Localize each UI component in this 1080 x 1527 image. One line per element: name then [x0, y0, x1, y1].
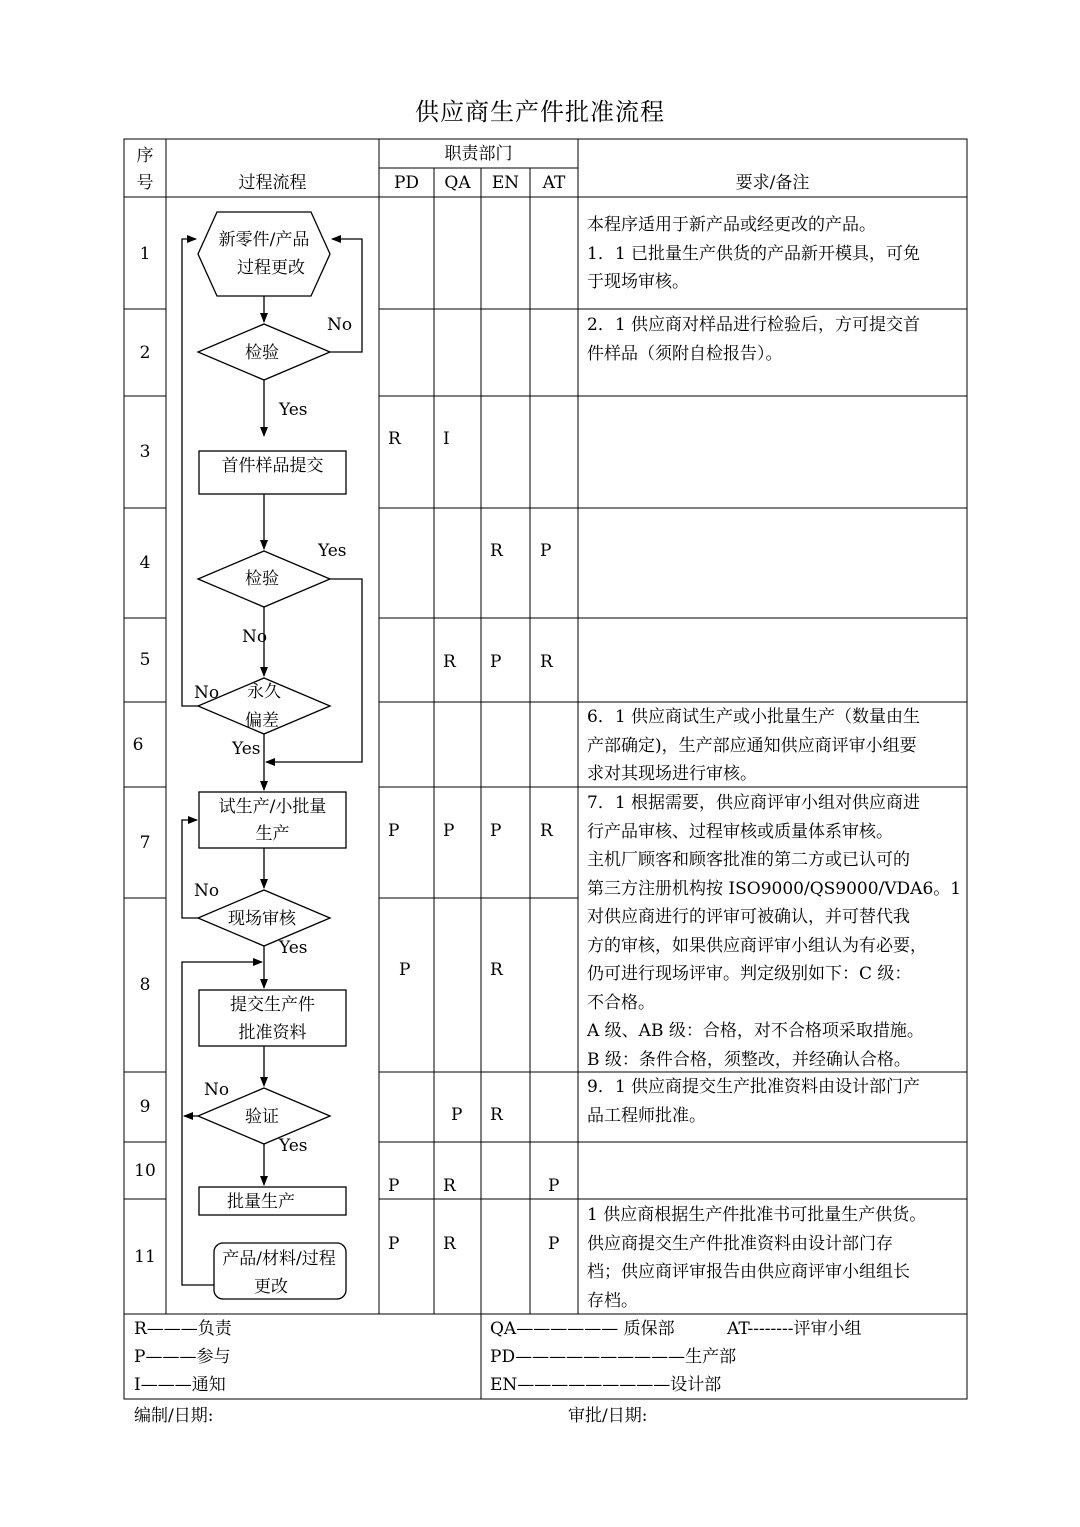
flow-trial-line1: 试生产/小批量 [218, 797, 327, 817]
flow-mass-production: 批量生产 [227, 1192, 295, 1212]
row-number-1: 1 [139, 244, 151, 264]
legend-qa: QA—————— 质保部 [490, 1319, 675, 1339]
resp-at-5: R [540, 652, 553, 672]
resp-pd-3: R [388, 429, 401, 449]
flow-new-part-line1: 新零件/产品 [218, 230, 310, 250]
header-at: AT [542, 173, 566, 193]
row-number-8: 8 [139, 975, 151, 995]
flow-inspection-1: 检验 [245, 343, 279, 363]
resp-pd-7: P [388, 821, 400, 841]
flow-trial-line2: 生产 [255, 824, 290, 844]
flow-change-line2: 更改 [254, 1277, 288, 1297]
resp-en-9: R [490, 1105, 503, 1125]
resp-at-7: R [540, 821, 553, 841]
footer-approved-date: 审批/日期: [568, 1406, 648, 1426]
flow-label-yes-4: Yes [279, 938, 308, 958]
legend-r: R———负责 [134, 1319, 232, 1339]
flow-deviation-line2: 偏差 [245, 711, 279, 731]
resp-en-7: P [490, 821, 502, 841]
resp-pd-11: P [388, 1234, 400, 1254]
row-number-6: 6 [132, 735, 144, 755]
flow-label-yes-3: Yes [232, 739, 261, 759]
flow-label-yes-1: Yes [279, 400, 308, 420]
legend-at: AT--------评审小组 [727, 1319, 862, 1339]
row-number-10: 10 [134, 1161, 156, 1181]
legend-p: P———参与 [134, 1347, 231, 1367]
row-number-11: 11 [134, 1247, 156, 1267]
legend-en: EN—————————设计部 [490, 1375, 722, 1395]
note-row-6: 6．1 供应商试生产或小批量生产（数量由生 产部确定)，生产部应通知供应商评审小组要 求对其现场进行审核。 [587, 707, 921, 784]
legend-pd: PD——————————生产部 [490, 1347, 737, 1367]
flow-change-line1: 产品/材料/过程 [222, 1249, 336, 1269]
flow-submit-line1: 提交生产件 [230, 995, 315, 1015]
header-process: 过程流程 [238, 173, 307, 193]
resp-qa-11: R [443, 1234, 456, 1254]
resp-at-11: P [548, 1234, 560, 1254]
header-en: EN [491, 173, 520, 193]
resp-en-8: R [490, 960, 503, 980]
flow-label-yes-2: Yes [318, 541, 347, 561]
resp-qa-7: P [443, 821, 455, 841]
resp-at-4: P [540, 541, 552, 561]
resp-at-10: P [548, 1176, 560, 1196]
resp-pd-8: P [399, 960, 411, 980]
resp-qa-9: P [451, 1105, 463, 1125]
legend-i: I———通知 [134, 1375, 226, 1395]
flow-verify: 验证 [245, 1107, 279, 1127]
note-row-1: 本程序适用于新产品或经更改的产品。 1．1 已批量生产供货的产品新开模具，可免 于现场审核。 [587, 215, 921, 292]
resp-en-5: P [490, 652, 502, 672]
header-pd: PD [393, 173, 420, 193]
row-number-2: 2 [139, 343, 151, 363]
row-number-9: 9 [139, 1097, 151, 1117]
resp-qa-5: R [443, 652, 456, 672]
flow-deviation-line1: 永久 [247, 682, 281, 702]
flow-label-no-2: No [242, 627, 268, 647]
flow-label-no-1: No [327, 315, 353, 335]
header-dept: 职责部门 [444, 144, 513, 164]
flow-site-audit: 现场审核 [228, 909, 296, 929]
row-number-7: 7 [139, 833, 151, 853]
header-notes: 要求/备注 [735, 173, 810, 193]
note-row-9: 9．1 供应商提交生产批准资料由设计部门产 品工程师批准。 [587, 1077, 921, 1126]
flow-inspection-2: 检验 [245, 569, 279, 589]
flow-label-no-5: No [204, 1080, 230, 1100]
row-number-4: 4 [139, 553, 151, 573]
row-number-3: 3 [139, 442, 151, 462]
header-seq-line1: 序 [136, 146, 154, 166]
flow-first-sample: 首件样品提交 [221, 456, 324, 476]
resp-pd-10: P [388, 1176, 400, 1196]
row-number-5: 5 [139, 650, 151, 670]
resp-qa-10: R [443, 1176, 456, 1196]
flow-label-yes-5: Yes [279, 1136, 308, 1156]
flow-submit-line2: 批准资料 [238, 1023, 307, 1043]
resp-en-4: R [490, 541, 503, 561]
flow-label-no-4: No [194, 881, 220, 901]
note-row-7-8: 7．1 根据需要，供应商评审小组对供应商进 行产品审核、过程审核或质量体系审核。 主机厂顾客和顾客批准的第二方或已认可的 第三方注册机构按 ISO9000/QS9000/VDA6。1 对供应商进行的评审可被确认，并可替代我 方的审核，如果供应商评审小组认为有必要， 仍可进行现场评审。判定级别如下：C 级： 不合格。 A 级、AB 级：合格，对不合格项采取措施。 B 级：条件合格，须整改，并经确认合格。 [587, 793, 962, 1070]
page-title: 供应商生产件批准流程 [415, 98, 665, 126]
note-row-2: 2．1 供应商对样品进行检验后，方可提交首 件样品（须附自检报告）。 [587, 315, 921, 364]
flow-label-no-3: No [194, 683, 220, 703]
note-row-11: 1 供应商根据生产件批准书可批量生产供货。 供应商提交生产件批准资料由设计部门存 档；供应商评审报告由供应商评审小组组长 存档。 [587, 1205, 927, 1311]
header-seq-line2: 号 [136, 173, 154, 193]
footer-compiled-date: 编制/日期: [134, 1406, 214, 1426]
flow-new-part-line2: 过程更改 [237, 258, 305, 278]
resp-qa-3: I [443, 429, 450, 449]
header-qa: QA [444, 173, 471, 193]
